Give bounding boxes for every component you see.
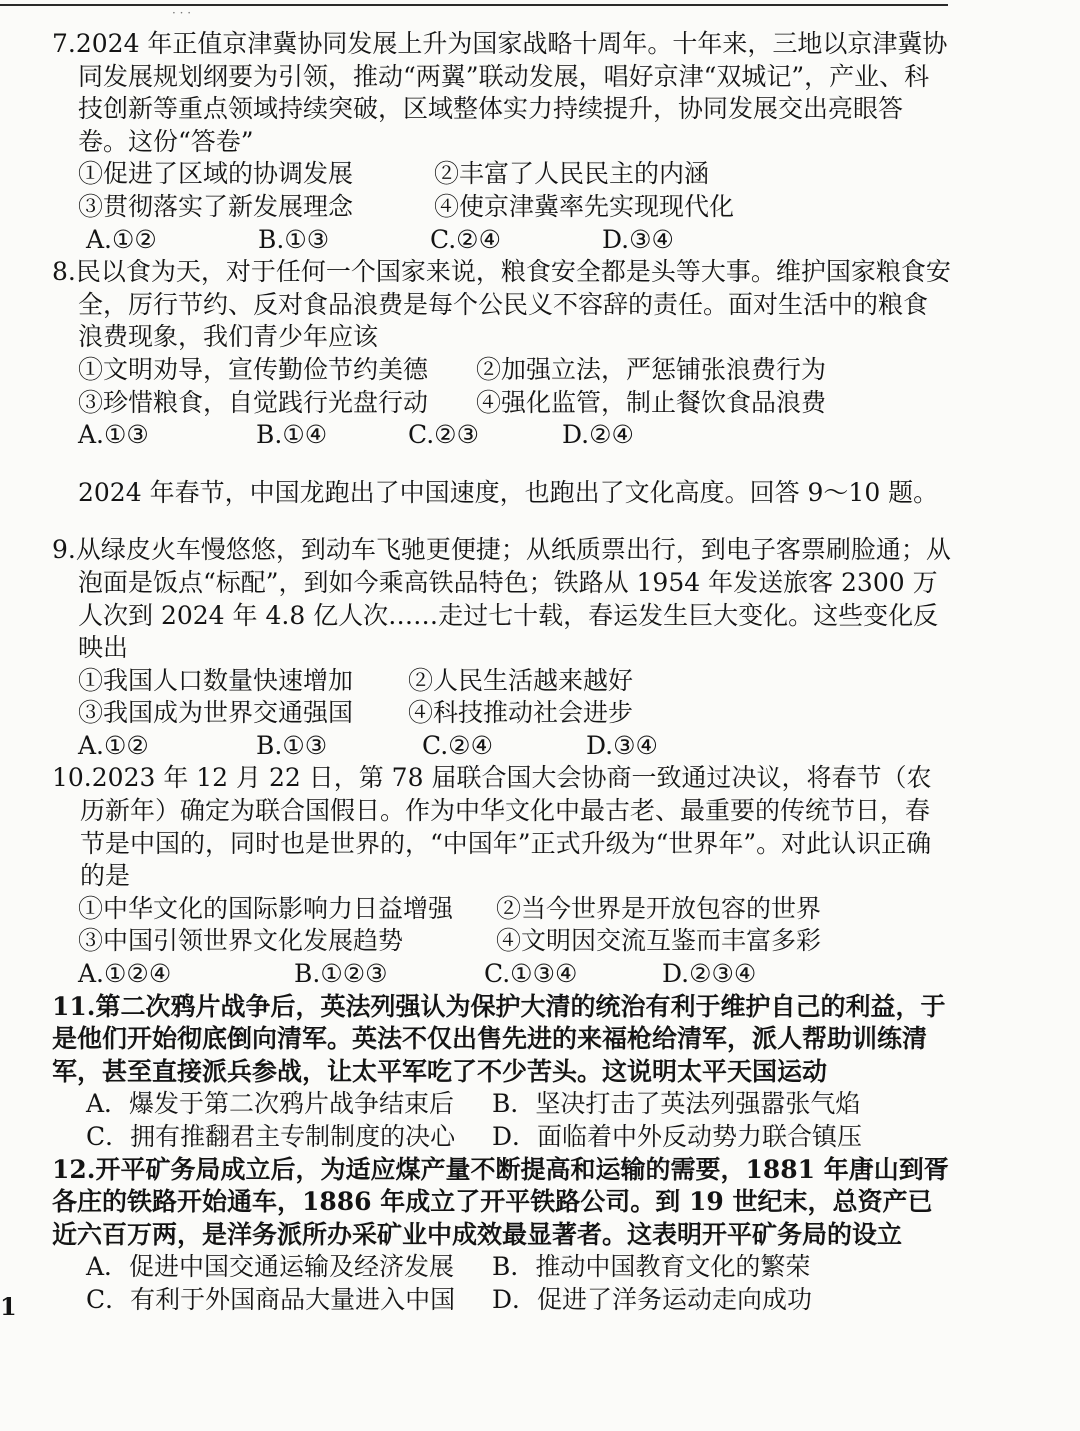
question-8-options: [52, 419, 952, 452]
statement-4: ④使京津冀率先实现现代化: [434, 191, 735, 221]
question-7-statements-a: [52, 158, 952, 191]
statement-4: ④强化监管，制止餐饮食品浪费: [476, 387, 827, 417]
question-10-statements-a: [52, 893, 952, 926]
option-b: B．坚决打击了英法列强嚣张气焰: [492, 1089, 861, 1119]
question-11-options-a: [52, 1088, 952, 1121]
option-c: C.②④: [422, 730, 494, 760]
question-9-stem: 9.从绿皮火车慢悠悠，到动车飞驰更便捷；从纸质票出行，到电子客票刷脸通；从泡面是饭点“标配”，到如今乘高铁品特色；铁路从 1954 年发送旅客 2300 万人次到 2024 年 4.8 亿人次……走过七十载，春运发生巨大变化。这些变化反映出: [52, 535, 951, 663]
option-c: C.①③④: [484, 959, 578, 989]
option-b: B.①④: [256, 420, 328, 450]
question-8-statements-b: [52, 387, 952, 420]
option-d: D.③④: [602, 224, 674, 254]
option-c: C.②③: [408, 420, 480, 450]
statement-1: ①促进了区域的协调发展: [78, 159, 354, 189]
question-8: [52, 256, 952, 452]
statement-3: ③贯彻落实了新发展理念: [78, 191, 354, 221]
scan-dots: · · ·: [172, 6, 192, 20]
question-7-stem: 7.2024 年正值京津冀协同发展上升为国家战略十周年。十年来，三地以京津冀协同发展规划纲要为引领，推动“两翼”联动发展，唱好京津“双城记”，产业、科技创新等重点领域持续突破，区域整体实力持续提升，协同发展交出亮眼答卷。这份“答卷”: [52, 29, 948, 156]
option-a: A.①②: [86, 224, 157, 254]
option-b: B.①②③: [294, 959, 388, 989]
statement-2: ②当今世界是开放包容的世界: [496, 893, 822, 923]
option-d: D.③④: [586, 730, 658, 760]
statement-1: ①中华文化的国际影响力日益增强: [78, 893, 454, 923]
option-d: D．促进了洋务运动走向成功: [492, 1284, 813, 1314]
option-b: B.①③: [256, 730, 328, 760]
question-8-stem: 8.民以食为天，对于任何一个国家来说，粮食安全都是头等大事。维护国家粮食安全，厉行节约、反对食品浪费是每个公民义不容辞的责任。面对生活中的粮食浪费现象，我们青少年应该: [52, 257, 951, 352]
option-b: B.①③: [258, 224, 330, 254]
question-12-options-b: [52, 1284, 952, 1317]
option-d: D.②④: [562, 420, 634, 450]
statement-2: ②人民生活越来越好: [408, 665, 634, 695]
statement-3: ③珍惜粮食，自觉践行光盘行动: [78, 387, 429, 417]
question-9-statements-a: [52, 665, 952, 698]
option-c: C.②④: [430, 224, 502, 254]
option-a: A．促进中国交通运输及经济发展: [86, 1252, 455, 1282]
statement-3: ③我国成为世界交通强国: [78, 698, 354, 728]
question-12: [52, 1154, 952, 1317]
question-7: [52, 28, 952, 256]
statement-4: ④科技推动社会进步: [408, 698, 634, 728]
top-rule: [0, 4, 948, 6]
question-10: [52, 762, 952, 990]
option-d: D.②③④: [662, 959, 757, 989]
option-c: C．有利于外国商品大量进入中国: [86, 1284, 456, 1314]
section-intro: 2024 年春节，中国龙跑出了中国速度，也跑出了文化高度。回答 9～10 题。: [78, 477, 939, 507]
option-a: A．爆发于第二次鸦片战争结束后: [86, 1089, 455, 1119]
statement-2: ②加强立法，严惩铺张浪费行为: [476, 354, 827, 384]
option-d: D．面临着中外反动势力联合镇压: [492, 1122, 863, 1151]
statement-3: ③中国引领世界文化发展趋势: [78, 926, 404, 956]
question-7-options: [52, 224, 952, 257]
question-10-stem: 10.2023 年 12 月 22 日，第 78 届联合国大会协商一致通过决议，将春节（农历新年）确定为联合国假日。作为中华文化中最古老、最重要的传统节日，春节是中国的，同时也是世界的，“中国年”正式升级为“世界年”。对此认识正确的是: [52, 763, 932, 891]
question-11-options-b: [52, 1121, 952, 1154]
question-12-options-a: [52, 1251, 952, 1284]
option-a: A.①②④: [78, 959, 172, 989]
question-8-statements-a: [52, 354, 952, 387]
statement-1: ①文明劝导，宣传勤俭节约美德: [78, 354, 429, 384]
question-10-statements-b: [52, 925, 952, 958]
option-c: C．拥有推翻君主专制制度的决心: [86, 1122, 456, 1151]
statement-1: ①我国人口数量快速增加: [78, 665, 354, 695]
question-9-options: [52, 730, 952, 763]
option-a: A.①②: [78, 730, 149, 760]
statement-4: ④文明因交流互鉴而丰富多彩: [496, 926, 822, 956]
question-12-stem: 12.开平矿务局成立后，为适应煤产量不断提高和运输的需要，1881 年唐山到胥各庄的铁路开始通车，1886 年成立了开平铁路公司。到 19 世纪末，总资产已近六百万两，是洋务派所办采矿业中成效最显著者。这表明开平矿务局的设立: [52, 1154, 949, 1249]
question-9-statements-b: [52, 697, 952, 730]
question-10-options: [52, 958, 952, 991]
question-7-statements-b: [52, 191, 952, 224]
question-11-stem: 11.第二次鸦片战争后，英法列强认为保护大清的统治有利于维护自己的利益，于是他们开始彻底倒向清军。英法不仅出售先进的来福枪给清军，派人帮助训练清军，甚至直接派兵参战，让太平军吃了不少苦头。这说明太平天国运动: [52, 991, 946, 1086]
question-9: [52, 534, 952, 762]
option-b: B．推动中国教育文化的繁荣: [492, 1252, 811, 1282]
page-number: 1: [0, 1292, 17, 1321]
question-11: [52, 991, 952, 1154]
statement-2: ②丰富了人民民主的内涵: [434, 159, 710, 189]
exam-page: [52, 28, 952, 1317]
option-a: A.①③: [78, 420, 149, 450]
